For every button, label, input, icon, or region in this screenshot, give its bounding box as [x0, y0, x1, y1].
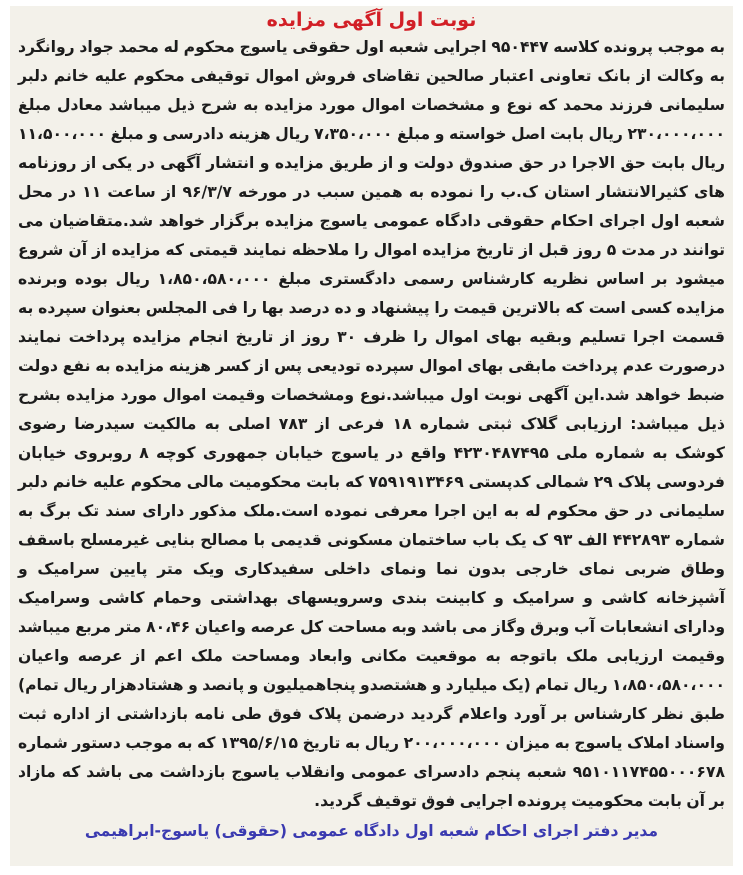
- notice-signature: مدیر دفتر اجرای احکام شعبه اول دادگاه عمومی (حقوقی) یاسوج-ابراهیمی: [84, 822, 659, 840]
- auction-notice: [10, 6, 733, 866]
- notice-body: به موجب پرونده کلاسه ۹۵۰۴۴۷ اجرایی شعبه اول حقوقی یاسوج محکوم له محمد جواد روانگرد به وکالت از بانک تعاونی اعتبار صالحین تقاضای فروش اموال توقیفی محکوم علیه خانم دلبر سلیمانی فرزند محمد که نوع و مشخصات اموال مورد مزایده به شرح ذیل میباشد معادل مبلغ ۲۳۰،۰۰۰،۰۰۰ ریال بابت اصل خواسته و مبلغ ۷،۳۵۰،۰۰۰ ریال هزینه دادرسی و مبلغ ۱۱،۵۰۰،۰۰۰ ریال بابت حق الاجرا در حق صندوق دولت و از طریق مزایده و انتشار آگهی در یکی از روزنامه های کثیرالانتشار استان ک.ب را نموده به همین سبب در مورخه ۹۶/۳/۷ از ساعت ۱۱ در محل شعبه اول اجرای احکام حقوقی دادگاه عمومی یاسوج مزایده برگزار خواهد شد.متقاضیان می توانند در مدت ۵ روز قبل از تاریخ مزایده اموال را ملاحظه نمایند قیمتی که مزایده از آن شروع میشود بر اساس نظریه کارشناس رسمی دادگستری مبلغ ۱،۸۵۰،۵۸۰،۰۰۰ ریال بوده وبرنده مزایده کسی است که بالاترین قیمت را پیشنهاد و ده درصد بها را فی المجلس بعنوان سپرده به قسمت اجرا تسلیم وبقیه بهای اموال را ظرف ۳۰ روز از تاریخ انجام مزایده پرداخت نمایند درصورت عدم پرداخت مابقی بهای اموال سپرده تودیعی پس از کسر هزینه مزایده به نفع دولت ضبط خواهد شد.این آگهی نوبت اول میباشد.نوع ومشخصات وقیمت اموال مورد مزایده بشرح ذیل میباشد: ارزیابی گلاک ثبتی شماره ۱۸ فرعی از ۷۸۳ اصلی به مالکیت سیدرضا رضوی کوشک به شماره ملی ۴۲۳۰۴۸۷۴۹۵ واقع در یاسوج خیابان جمهوری کوچه ۸ روبروی خیابان فردوسی پلاک ۲۹ شمالی کدپستی ۷۵۹۱۹۱۳۴۶۹ که بابت محکومیت مالی محکوم علیه خانم دلبر سلیمانی در حق محکوم له به این اجرا معرفی نموده است.ملک مذکور دارای سند تک برگ به شماره ۴۴۲۸۹۳ الف ۹۳ ک یک باب ساختمان مسکونی قدیمی با مصالح بنایی غیرمسلح باسقف وطاق ضربی نمای خارجی بدون نما ونمای داخلی سفیدکاری ویک متر پایین سرامیک و آشپزخانه کاشی و سرامیک و کابینت بندی وسرویسهای بهداشتی وحمام کاشی وسرامیک ودارای انشعابات آب وبرق وگاز می باشد وبه مساحت کل عرصه واعیان ۸۰،۴۶ متر مربع میباشد وقیمت ارزیابی ملک باتوجه به موقعیت مکانی وابعاد ومساحت ملک اعم از عرصه واعیان ۱،۸۵۰،۵۸۰،۰۰۰ ریال تمام (یک میلیارد و هشتصدو پنجاهمیلیون و پانصد و هشتادهزار ریال تمام) طبق نظر کارشناس بر آورد واعلام گردید درضمن پلاک فوق طی نامه بازداشتی از اداره ثبت واسناد املاک یاسوج به میزان ۲۰۰،۰۰۰،۰۰۰ ریال به تاریخ ۱۳۹۵/۶/۱۵ که به موجب دستور شماره ۹۵۱۰۱۱۷۴۵۵۰۰۰۶۷۸ شعبه پنجم دادسرای عمومی وانقلاب یاسوج بازداشت می باشد که مازاد بر آن بابت محکومیت پرونده اجرایی فوق توقیف گردید.: [18, 38, 726, 810]
- notice-title: نوبت اول آگهی مزایده: [266, 9, 477, 31]
